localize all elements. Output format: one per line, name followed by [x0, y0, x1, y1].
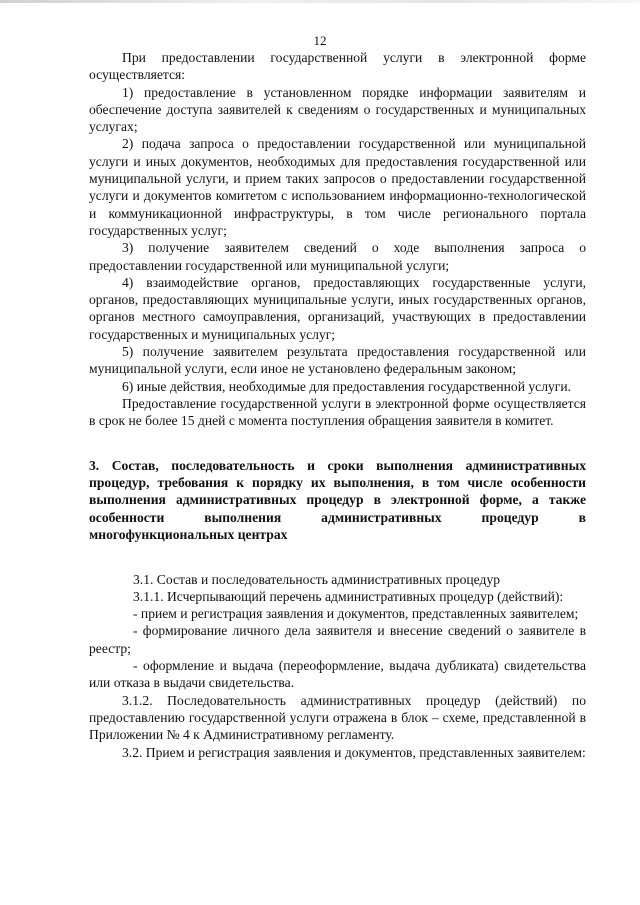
procedure-item-1: - прием и регистрация заявления и документов, представленных заявителем; [133, 606, 579, 622]
list-item-6: 6) иные действия, необходимые для предоставления государственной услуги. [122, 378, 572, 394]
list-item-5: 5) получение заявителем результата предоставления государственной или муниципальной услуги, если иное не установлено федеральным законом; [89, 344, 586, 377]
paragraph-intro: При предоставлении государственной услуги в электронной форме осуществляется: [89, 50, 586, 83]
subsection-3-1-1: 3.1.1. Исчерпывающий перечень административных процедур (действий): [133, 588, 564, 604]
subsection-3-2: 3.2. Прием и регистрация заявления и документов, представленных заявителем: [122, 744, 586, 760]
list-item-4: 4) взаимодействие органов, предоставляющих государственные услуги, органов, предоставляющих муниципальные услуги, иных государственных органов, органов местного самоуправления, организаций, участвующих в предоставлении государственных и муниципальных услуг; [89, 274, 586, 342]
list-item-3: 3) получение заявителем сведений о ходе выполнения запроса о предоставлении государственной или муниципальной услуги; [89, 240, 586, 273]
procedure-item-2: - формирование личного дела заявителя и внесение сведений о заявителе в реестр; [89, 623, 586, 656]
list-item-2: 2) подача запроса о предоставлении государственной или муниципальной услуги и иных документов, необходимых для предоставления государственной или муниципальной услуги, и прием таких запросов о предоставлении государственной услуги и документов комитетом с использованием информационно-технологической и коммуникационной инфраструктуры, в том числе регионального портала государственных услуг; [89, 136, 586, 238]
subsection-3-1: 3.1. Состав и последовательность административных процедур [133, 571, 501, 587]
procedure-item-3: - оформление и выдача (переоформление, выдача дубликата) свидетельства или отказа в выдачи свидетельства. [89, 658, 586, 691]
scan-edge [0, 0, 640, 3]
paragraph-deadline: Предоставление государственной услуги в электронной форме осуществляется в срок не более 15 дней с момента поступления обращения заявителя в комитет. [89, 395, 586, 429]
page-number: 12 [313, 33, 327, 48]
list-item-1: 1) предоставление в установленном порядке информации заявителям и обеспечение доступа заявителей к сведениям о государственных и муниципальных услугах; [89, 84, 586, 135]
subsection-3-1-2: 3.1.2. Последовательность административных процедур (действий) по предоставлению государственной услуги отражена в блок – схеме, представленной в Приложении № 4 к Административному регламенту. [89, 692, 586, 743]
document-body [89, 49, 586, 761]
section-heading: 3. Состав, последовательность и сроки выполнения административных процедур, требования к порядку их выполнения, в том числе особенности выполнения административных процедур в электронной форме, а также особенности выполнения административных процедур в многофункциональных центрах [89, 457, 586, 543]
